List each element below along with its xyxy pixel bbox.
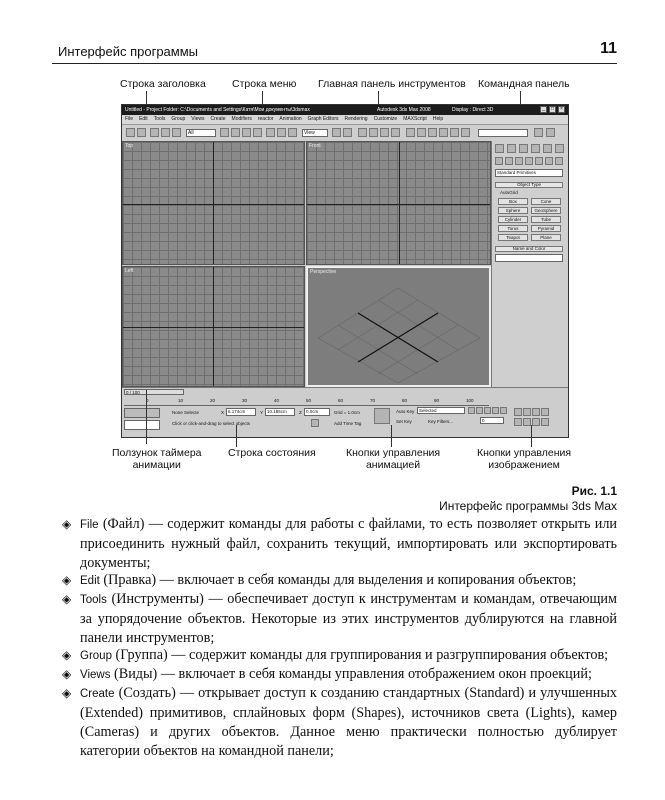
menu-views[interactable]: Views (191, 116, 205, 122)
render-setup-icon[interactable] (461, 128, 470, 137)
mirror-icon[interactable] (406, 128, 415, 137)
viewport-left[interactable] (122, 266, 305, 387)
menu-graph-editors[interactable]: Graph Editors (307, 116, 339, 122)
callout-animation-controls (346, 447, 440, 471)
zoom-all-icon[interactable] (523, 408, 531, 416)
menu-term: Views (80, 669, 111, 681)
callout-line: анимации (132, 459, 181, 471)
orbit-icon[interactable] (532, 418, 540, 426)
callout-title-bar: Строка заголовка (120, 78, 206, 90)
bottom-panel (122, 387, 568, 438)
viewport-label: Left (125, 268, 134, 274)
y-label: Y (260, 410, 264, 415)
ruler-tick: 100 (466, 398, 474, 403)
menu-customize[interactable]: Customize (373, 116, 398, 122)
previous-frame-icon[interactable] (476, 407, 483, 414)
reference-coordinate-select[interactable]: View (302, 129, 328, 137)
running-header: Интерфейс программы (58, 44, 199, 59)
list-item (62, 684, 617, 761)
item-text: (Группа) — содержит команды для группирования и разгруппирования объектов; (111, 647, 609, 663)
field-of-view-icon[interactable] (514, 418, 522, 426)
menu-file[interactable]: File (125, 116, 134, 122)
menu-term: Group (80, 650, 112, 662)
close-button[interactable]: × (558, 106, 565, 113)
callout-line: изображением (488, 459, 560, 471)
z-coordinate-field[interactable]: 0.0cm (304, 408, 330, 416)
render-preset-select[interactable] (478, 129, 528, 137)
rollout-object-type[interactable]: Object Type (495, 182, 563, 188)
selection-status: None Selecte (172, 410, 200, 415)
ruler-tick: 70 (370, 398, 376, 403)
redo-icon[interactable] (137, 128, 146, 137)
list-item (62, 515, 617, 573)
current-frame-field[interactable]: 0 (480, 417, 504, 424)
zoom-icon[interactable] (514, 408, 522, 416)
create-tab-icon[interactable] (495, 144, 504, 153)
title-bar-text: Untitled - Project Folder: C:\Documents and Settings\Катя\Мои документы\3dsmax (125, 107, 310, 113)
minimize-button[interactable]: _ (540, 106, 547, 113)
sphere-button[interactable]: Sphere (498, 207, 528, 214)
menu-term: Edit (80, 575, 100, 587)
item-text: (Инструменты) — обеспечивает доступ к инструментам и командам, отвечающим за упорядочение объектов. Некоторые из этих инструментов дублируются на главной панели инструментов; (80, 591, 617, 646)
callout-time-slider (112, 447, 202, 471)
y-coordinate-field[interactable]: 10.185cm (265, 408, 295, 416)
page-number: 11 (600, 40, 617, 57)
grid-axis (399, 142, 400, 264)
z-label: Z (299, 410, 302, 415)
go-to-start-icon[interactable] (468, 407, 475, 414)
move-icon[interactable] (266, 128, 275, 137)
go-to-end-icon[interactable] (500, 407, 507, 414)
maximize-viewport-icon[interactable] (541, 418, 549, 426)
angle-snap-icon[interactable] (369, 128, 378, 137)
x-label: X (221, 410, 225, 415)
ruler-tick: 50 (306, 398, 312, 403)
grid-axis (123, 204, 304, 205)
menu-tools[interactable]: Tools (153, 116, 166, 122)
zoom-extents-all-icon[interactable] (541, 408, 549, 416)
ruler-tick: 80 (402, 398, 408, 403)
callout-command-panel: Командная панель (478, 78, 570, 90)
curve-editor-icon[interactable] (439, 128, 448, 137)
snap-icon[interactable] (358, 128, 367, 137)
tube-button[interactable]: Tube (531, 216, 561, 223)
spinner-snap-icon[interactable] (391, 128, 400, 137)
diamond-bullet-icon: ◈ (62, 592, 72, 606)
figure-number: Рис. 1.1 (571, 484, 617, 498)
grid-axis (123, 327, 304, 328)
app-screenshot (121, 104, 569, 438)
item-text: (Файл) — содержит команды для работы с файлами, то есть позволяет открыть или присоединить нужный файл, сохранить текущий, импортировать или экспортировать документы; (80, 516, 617, 571)
modify-tab-icon[interactable] (507, 144, 516, 153)
material-editor-icon[interactable] (450, 128, 459, 137)
ruler-tick: 40 (274, 398, 280, 403)
next-frame-icon[interactable] (492, 407, 499, 414)
viewport-label: Perspective (310, 269, 337, 275)
bind-space-warp-icon[interactable] (172, 128, 181, 137)
menu-maxscript[interactable]: MAXScript (403, 116, 427, 122)
motion-tab-icon[interactable] (531, 144, 540, 153)
ruler-tick: 20 (210, 398, 216, 403)
diamond-bullet-icon: ◈ (62, 517, 72, 531)
menu-group[interactable]: Group (171, 116, 186, 122)
perspective-grid (308, 268, 489, 385)
geosphere-button[interactable]: GeoSphere (531, 207, 561, 214)
ruler-tick: 30 (242, 398, 248, 403)
teapot-button[interactable]: Teapot (498, 234, 528, 241)
menu-bar (122, 115, 568, 125)
time-slider[interactable]: 0 / 100 (124, 389, 184, 395)
pivot-icon[interactable] (332, 128, 341, 137)
figure-title: Интерфейс программы 3ds Max (439, 499, 617, 513)
menu-reactor[interactable]: reactor (257, 116, 274, 122)
percent-snap-icon[interactable] (380, 128, 389, 137)
space-warps-icon[interactable] (545, 157, 553, 165)
item-text: (Создать) — открывает доступ к созданию стандартных (Standard) и улучшенных (Extended) примитивов, сплайновых форм (Shapes), источников света (Lights), камер (Cameras) и других объектов. Данное меню практически полностью дублирует категории объектов на командной панели; (80, 685, 617, 759)
list-item (62, 646, 617, 666)
play-icon[interactable] (484, 407, 491, 414)
diamond-bullet-icon: ◈ (62, 648, 72, 662)
display-driver: Display : Direct 3D (452, 107, 494, 113)
selection-filter-select[interactable]: All (186, 129, 216, 137)
manipulate-icon[interactable] (343, 128, 352, 137)
menu-rendering[interactable]: Rendering (344, 116, 368, 122)
render-last-icon[interactable] (546, 128, 555, 137)
menu-term: File (80, 519, 99, 531)
select-object-icon[interactable] (220, 128, 229, 137)
region-icon[interactable] (242, 128, 251, 137)
ruler-tick: 10 (178, 398, 184, 403)
ruler-tick: 90 (434, 398, 440, 403)
menu-term: Create (80, 688, 115, 700)
track-bar[interactable] (124, 397, 489, 406)
leader-line (146, 390, 147, 444)
item-text: (Виды) — включает в себя команды управления отображением окон проекций; (110, 666, 592, 682)
rollout-name-and-color[interactable]: Name and Color (495, 246, 563, 252)
display-tab-icon[interactable] (543, 144, 552, 153)
menu-create[interactable]: Create (210, 116, 226, 122)
ruler-tick: 0 (146, 398, 149, 403)
list-item (62, 571, 617, 591)
viewport-top[interactable] (122, 141, 305, 265)
layer-manager-icon[interactable] (428, 128, 437, 137)
ruler-tick: 60 (338, 398, 344, 403)
viewport-perspective[interactable] (306, 266, 491, 387)
rotate-icon[interactable] (277, 128, 286, 137)
menu-modifiers[interactable]: Modifiers (231, 116, 252, 122)
hierarchy-tab-icon[interactable] (519, 144, 528, 153)
diamond-bullet-icon: ◈ (62, 573, 72, 587)
diamond-bullet-icon: ◈ (62, 686, 72, 700)
viewport-front[interactable] (306, 141, 491, 265)
grid-axis (307, 204, 490, 205)
status-prompt: Click or click-and-drag to select objects (172, 421, 251, 426)
viewport-label: Top (125, 143, 134, 149)
main-toolbar (122, 125, 568, 142)
header-rule (52, 63, 617, 64)
object-name-field[interactable] (495, 254, 563, 262)
helpers-icon[interactable] (535, 157, 543, 165)
window-crossing-icon[interactable] (253, 128, 262, 137)
align-icon[interactable] (417, 128, 426, 137)
maxscript-listener[interactable] (124, 408, 160, 418)
scale-icon[interactable] (288, 128, 297, 137)
key-icon[interactable] (374, 408, 390, 424)
callout-line: Кнопки управления (477, 447, 572, 459)
key-filters-button[interactable]: Key Filters... (428, 419, 454, 424)
callout-view-controls (477, 447, 571, 471)
torus-button[interactable]: Torus (498, 225, 528, 232)
maximize-button[interactable]: □ (550, 106, 555, 112)
set-key-button[interactable]: Set Key (396, 419, 412, 424)
callout-line: Ползунок таймера (112, 447, 202, 459)
cone-button[interactable]: Cone (531, 198, 561, 205)
list-item (62, 665, 617, 685)
list-item (62, 590, 617, 648)
command-panel (491, 141, 568, 387)
title-bar (122, 105, 568, 115)
menu-animation[interactable]: Animation (279, 116, 302, 122)
select-by-name-icon[interactable] (231, 128, 240, 137)
callout-line: Кнопки управления (346, 447, 441, 459)
app-name: Autodesk 3ds Max 2008 (377, 107, 431, 113)
add-time-tag[interactable]: Add Time Tag (334, 421, 362, 426)
diamond-bullet-icon: ◈ (62, 667, 72, 681)
callout-status-bar: Строка состояния (228, 447, 316, 459)
lights-icon[interactable] (515, 157, 523, 165)
pan-icon[interactable] (523, 418, 531, 426)
systems-icon[interactable] (555, 157, 563, 165)
leader-line (391, 425, 392, 447)
geometry-icon[interactable] (495, 157, 503, 165)
selected-dropdown[interactable]: Selected (417, 407, 465, 414)
box-button[interactable]: Box (498, 198, 528, 205)
link-icon[interactable] (150, 128, 159, 137)
menu-edit[interactable]: Edit (139, 116, 148, 122)
callout-line: анимацией (365, 459, 421, 471)
callout-menu-bar: Строка меню (232, 78, 297, 90)
quick-render-icon[interactable] (534, 128, 543, 137)
viewport-label: Front (309, 143, 321, 149)
undo-icon[interactable] (126, 128, 135, 137)
grid-size: Grid = 1.0cm (334, 410, 360, 415)
unlink-icon[interactable] (161, 128, 170, 137)
primitives-dropdown[interactable]: Standard Primitives (495, 169, 563, 177)
auto-key-button[interactable]: Auto Key (396, 409, 415, 414)
autogrid-checkbox[interactable]: AutoGrid (500, 190, 518, 195)
menu-term: Tools (80, 594, 107, 606)
cylinder-button[interactable]: Cylinder (498, 216, 528, 223)
time-tag-icon[interactable] (311, 419, 319, 427)
shapes-icon[interactable] (505, 157, 513, 165)
leader-line (236, 425, 237, 447)
figure-caption (439, 484, 617, 514)
maxscript-mini-listener[interactable] (124, 420, 160, 430)
callout-main-toolbar: Главная панель инструментов (318, 78, 466, 90)
utilities-tab-icon[interactable] (555, 144, 564, 153)
menu-help[interactable]: Help (432, 116, 444, 122)
cameras-icon[interactable] (525, 157, 533, 165)
leader-line (531, 425, 532, 447)
zoom-extents-icon[interactable] (532, 408, 540, 416)
grid-axis (213, 142, 214, 264)
pyramid-button[interactable]: Pyramid (531, 225, 561, 232)
x-coordinate-field[interactable]: 6.174cm (226, 408, 256, 416)
item-text: (Правка) — включает в себя команды для выделения и копирования объектов; (99, 572, 577, 588)
plane-button[interactable]: Plane (531, 234, 561, 241)
